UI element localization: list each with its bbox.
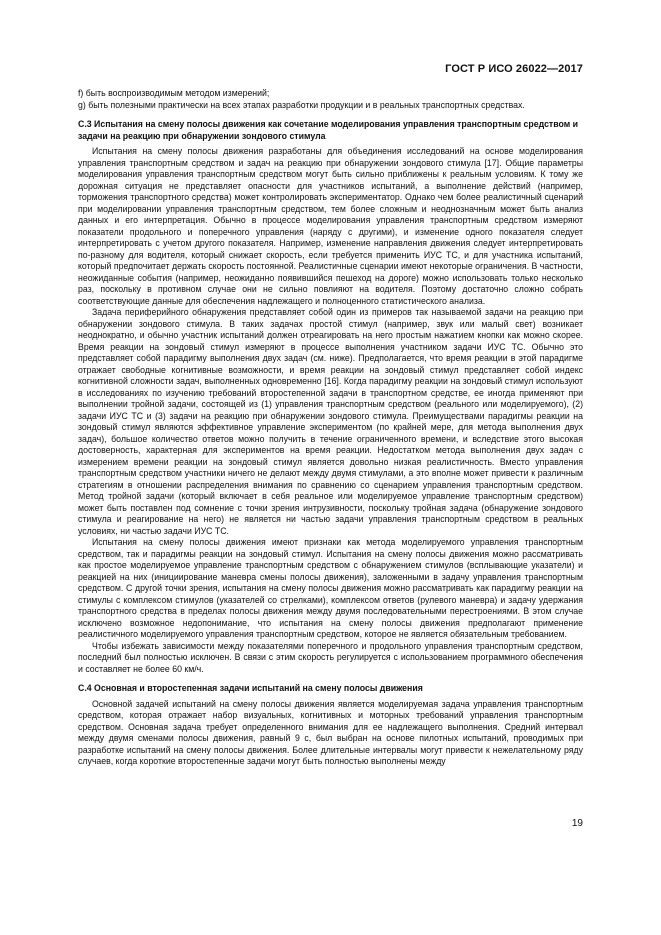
section-c3-paragraph-3: Испытания на смену полосы движения имеют признаки как метода моделируемого управления транспортным средством, так и парадигмы реакции на зондовый стимул. Испытания на смену полосы движения можно рассматривать как простое моделируемое управление транспортным средством с обнаружением стимулов (всплывающие указатели) и реакцией на них (инициирование маневра смены полосы движения), заложенными в задачу управления транспортным средством. С другой точки зрения, испытания на смену полосы движения можно рассматривать как парадигму реакции на стимулы с комплексом стимулов (указателей со стрелками), комплексом ответов (рулевого маневра) и задачу удержания транспортного средства в пределах полосы движения между двумя последовательными перестроениями. В этом случае исключено возможное недопонимание, что испытания на смену полосы движения предполагают применение реалистичного моделируемого управления транспортным средством, которое не является обязательным требованием. — [78, 537, 583, 639]
section-c3-paragraph-2: Задача периферийного обнаружения представляет собой один из примеров так называемой задачи на реакцию при обнаружении зондового стимула. В таких задачах простой стимул (например, звук или малый свет) возникает неоднократно, и обычно участник испытаний должен отреагировать на него простым нажатием кнопки как можно скорее. Время реакции на зондовый стимул измеряют в процессе выполнения участником задачи ИУС ТС. Обычно это представляет собой парадигму выполнения двух задач (см. ниже). Предполагается, что время реакции в этой парадигме отражает свободные когнитивные возможности, и время реакции на зондовый стимул представляет собой индекс когнитивной сложности задач, выполненных одновременно [16]. Когда парадигму реакции на зондовый стимул используют в исследованиях по изучению требований второстепенной задачи в транспортном средстве, ее иногда применяют при выполнении тройной задачи, состоящей из (1) управления транспортным средством (реального или моделируемого), (2) задачи ИУС ТС и (3) задачи на реакцию при обнаружении зондового стимула. Преимуществами парадигмы реакции на зондовый стимул являются эффективное управление экспериментом (по крайней мере, для метода выполнения двух задач), большое количество ответов можно получить в течение ограниченного времени, и вследствие этого высокая достоверность, характерная для экспериментов на время реакции. Недостатком метода выполнения двух задач с измерением времени реакции на зондовый стимул является довольно низкая реалистичность. Вместо управления транспортным средством участники ничего не делают между двумя стимулами, а это вполне может привести к различным стратегиям в отношении распределения внимания по сравнению со сценарием управления транспортным средством. Метод тройной задачи (который включает в себя реальное или моделируемое управление транспортным средством) может быть поставлен под сомнение с точки зрения интрузивности, поскольку тройная задача (обнаружение зондового стимула и реагирование на него) не является ни частью задачи управления транспортным средством в реальных условиях, ни частью задачи ИУС ТС. — [78, 307, 583, 536]
section-c4-paragraph-1: Основной задачей испытаний на смену полосы движения является моделируемая задача управления транспортным средством, которая отражает набор визуальных, когнитивных и моторных требований управления транспортным средством. Основная задача требует определенного внимания для ее надлежащего выполнения. Средний интервал между двумя сменами полосы движения, равный 9 с, был выбран на основе пилотных испытаний, проводимых при разработке испытаний на смену полосы движения. Более длительные интервалы могут привести к нежелательному ряду случаев, когда короткие второстепенные задачи могут быть полностью выполнены между — [78, 698, 583, 766]
standard-header: ГОСТ Р ИСО 26022—2017 — [445, 63, 583, 75]
section-c3-paragraph-1: Испытания на смену полосы движения разработаны для объединения исследований на основе моделирования управления транспортным средством и задач на реакцию при обнаружении зондового стимула [17]. Общие параметры моделирования управления транспортным средством могут быть сильно приближены к реальным условиям. К тому же дорожная ситуация не представляет опасности для участников испытаний, а выполнение действий (например, торможения транспортного средства) может контролировать экспериментатор. Однако чем более реалистичный сценарий при моделировании управления транспортным средством, тем более сложным и неоднозначным может быть анализ данных и его интерпретация. Обычно в процессе моделирования управления транспортным средством измеряют показатели продольного и поперечного управления (наряду с другими), и изменение одного показателя следует интерпретировать с учетом другого показателя. Например, изменение направления движения следует интерпретировать по-разному для водителя, который снижает скорость, если требуется применить ИУС ТС, и для участника испытаний, который предпочитает держать скорость постоянной. Реалистичные сценарии имеют некоторые ограничения. В частности, неожиданные события (например, неожиданно появившийся пешеход на дороге) можно использовать только несколько раз, поскольку в противном случае они не сильно повлияют на водителя. Поэтому достаточно сложно собрать соответствующие данные для обеспечения надлежащего и полноценного статистического анализа. — [78, 146, 583, 306]
list-item-f: f) быть воспроизводимым методом измерений; — [78, 88, 270, 98]
page-number: 19 — [571, 818, 583, 829]
section-c3-paragraph-4: Чтобы избежать зависимости между показателями поперечного и продольного управления транспортным средством, последний был полностью исключен. В связи с этим скорость регулируется с использованием программного обеспечения и составляет не более 60 км/ч. — [78, 640, 583, 674]
list-item-g: g) быть полезными практически на всех этапах разработки продукции и в реальных транспортных средствах. — [78, 99, 525, 110]
section-c3-heading: С.3 Испытания на смену полосы движения как сочетание моделирования управления транспортным средством и задачи на реакцию при обнаружении зондового стимула — [78, 119, 578, 141]
document-body — [78, 88, 583, 768]
section-c4-heading: С.4 Основная и второстепенная задачи испытаний на смену полосы движения — [78, 683, 423, 693]
